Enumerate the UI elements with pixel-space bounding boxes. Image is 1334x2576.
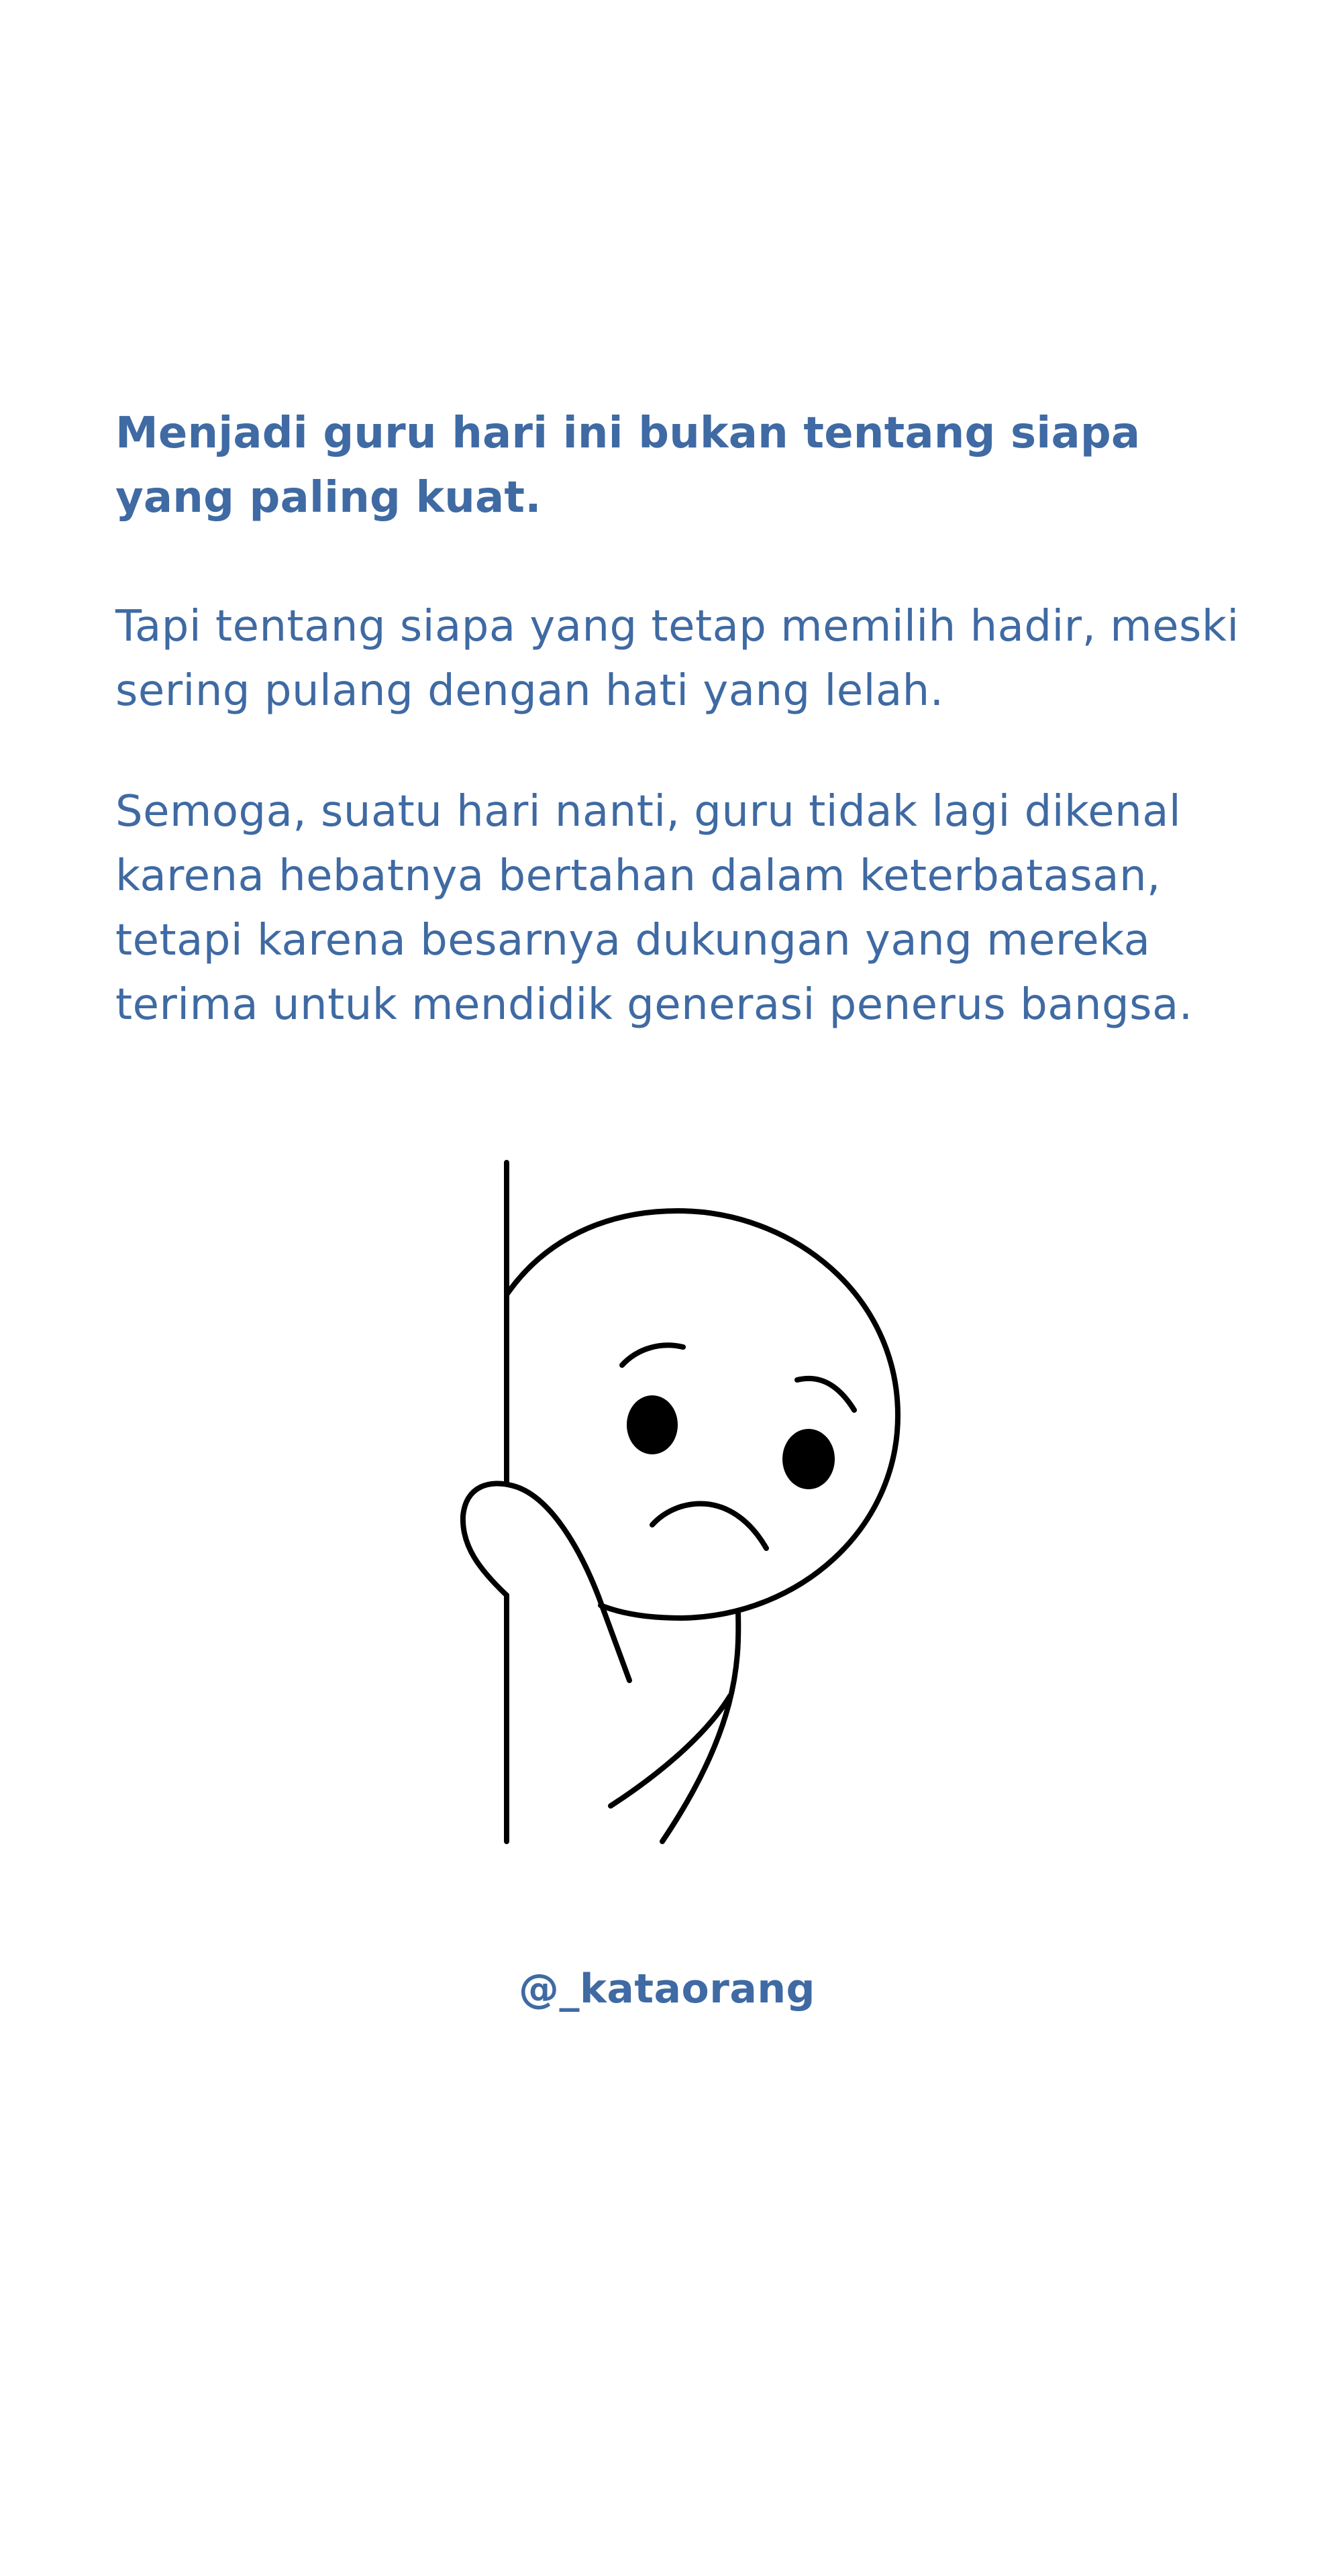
hand — [463, 1483, 629, 1680]
right-eye — [782, 1429, 835, 1489]
sad-peeking-figure-icon — [403, 1114, 1007, 1878]
left-eyebrow — [622, 1345, 683, 1365]
right-eyebrow — [797, 1379, 854, 1410]
paragraph-1: Tapi tentang siapa yang tetap memilih hadir, meski sering pulang dengan hati yang lelah. — [115, 602, 1239, 716]
head-outline — [507, 1211, 898, 1618]
paragraph-2: Semoga, suatu hari nanti, guru tidak lagi dikenal karena hebatnya bertahan dalam keterbatasan, tetapi karena besarnya dukungan yang mereka terima untuk mendidik generasi penerus bangsa. — [115, 787, 1193, 1030]
post-text — [115, 401, 1243, 1037]
headline: Menjadi guru hari ini bukan tentang siapa yang paling kuat. — [115, 409, 1141, 523]
frown-mouth — [652, 1503, 766, 1548]
account-handle: @_kataorang — [518, 1966, 816, 2012]
left-eye — [627, 1395, 678, 1454]
neck-body — [662, 1613, 738, 1841]
